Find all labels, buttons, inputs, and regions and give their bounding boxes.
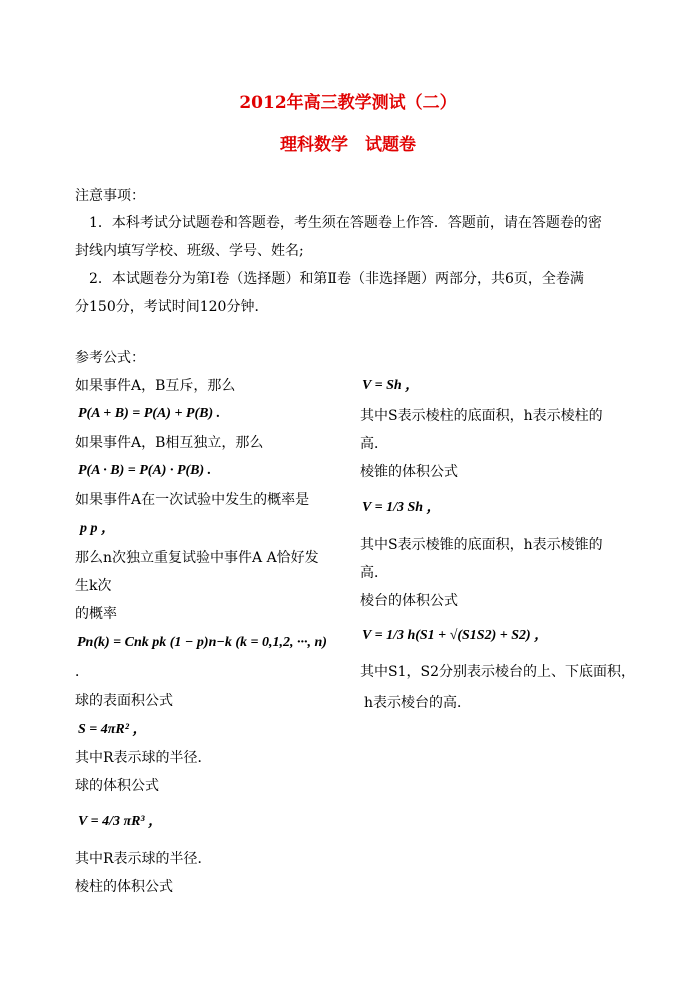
frustum-formula: V = 1/3 h(S1 + √(S1S2) + S2) ， <box>362 628 549 643</box>
notice-item2-line1: 2．本试题卷分为第Ⅰ卷（选择题）和第Ⅱ卷（非选择题）两部分，共6页，全卷满 <box>89 271 584 287</box>
prob-text: 如果事件A在一次试验中发生的概率是 <box>75 492 310 508</box>
prism-desc-line2: 高． <box>360 436 388 452</box>
notice-item1-line1: 1．本科考试分试题卷和答题卷，考生须在答题卷上作答．答题前，请在答题卷的密 <box>89 215 602 231</box>
page-title: 2012年高三教学测试（二） <box>239 93 457 113</box>
bernoulli-text2: 生k次 <box>75 578 112 594</box>
prism-volume-text: 棱柱的体积公式 <box>75 879 173 895</box>
indep-text: 如果事件A，B相互独立，那么 <box>75 435 264 451</box>
bernoulli-text1: 那么n次独立重复试验中事件A A恰好发 <box>75 550 319 566</box>
pyramid-text: 棱锥的体积公式 <box>360 464 458 480</box>
bernoulli-end-dot: ． <box>75 664 89 680</box>
pyramid-desc-line2: 高． <box>360 565 388 581</box>
formulas-heading: 参考公式： <box>75 350 145 366</box>
sphere-area-formula: S = 4πR² ， <box>78 722 147 737</box>
indep-formula: P(A · B) = P(A) · P(B) . <box>78 463 212 478</box>
frustum-desc-line2: h表示棱台的高． <box>364 695 472 711</box>
notice-item2-line2: 分150分，考试时间120分钟． <box>75 299 269 315</box>
bernoulli-text3: 的概率 <box>75 606 117 622</box>
notice-heading: 注意事项： <box>75 188 145 204</box>
bernoulli-formula: Pn(k) = Cnk pk (1 − p)n−k (k = 0,1,2, ···, n) <box>77 635 327 650</box>
frustum-desc-line1: 其中S1，S2分别表示棱台的上、下底面积， <box>360 664 635 680</box>
notice-item1-line2: 封线内填写学校、班级、学号、姓名; <box>75 243 304 259</box>
prism-desc-line1: 其中S表示棱柱的底面积，h表示棱柱的 <box>360 408 603 424</box>
sphere-area-text: 球的表面积公式 <box>75 693 173 709</box>
frustum-text: 棱台的体积公式 <box>360 593 458 609</box>
mutex-text: 如果事件A，B互斥，那么 <box>75 378 236 394</box>
sphere-volume-formula: V = 4/3 πR³ ， <box>78 814 163 829</box>
pyramid-formula: V = 1/3 Sh ， <box>362 500 441 515</box>
page-subtitle: 理科数学 试题卷 <box>280 135 416 155</box>
sphere-radius-text2: 其中R表示球的半径． <box>75 851 212 867</box>
sphere-radius-text1: 其中R表示球的半径． <box>75 750 212 766</box>
prism-formula: V = Sh ， <box>362 378 420 393</box>
prob-p: p p ， <box>80 521 115 536</box>
mutex-formula: P(A + B) = P(A) + P(B) . <box>78 406 221 421</box>
pyramid-desc-line1: 其中S表示棱锥的底面积，h表示棱锥的 <box>360 537 603 553</box>
sphere-volume-text: 球的体积公式 <box>75 778 159 794</box>
